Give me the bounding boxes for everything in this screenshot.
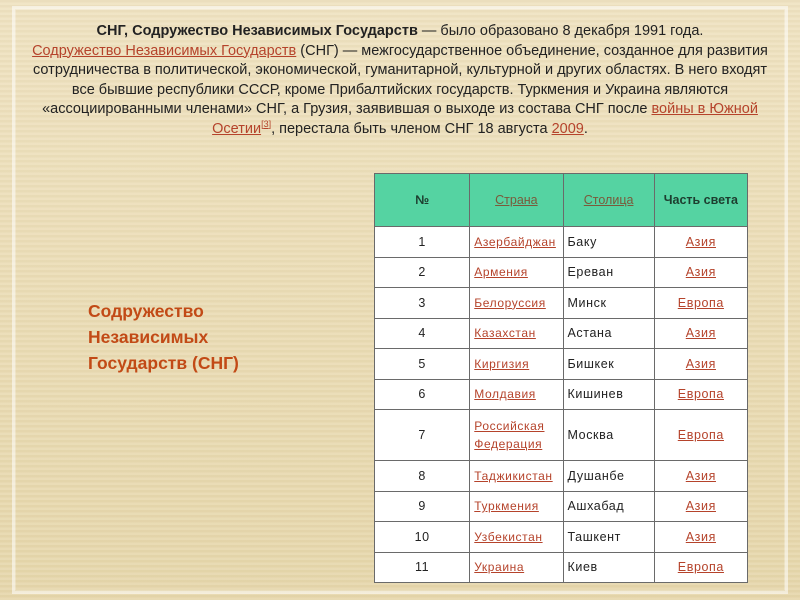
- table-row: [375, 318, 748, 349]
- row-number: 4: [375, 318, 470, 349]
- row-number: 3: [375, 288, 470, 319]
- row-country-cell: [470, 461, 563, 492]
- country-link[interactable]: Узбекистан: [474, 529, 543, 544]
- country-link[interactable]: Молдавия: [474, 387, 536, 402]
- country-link[interactable]: Армения: [474, 265, 528, 280]
- row-country-cell: [470, 227, 563, 258]
- header-number: №: [375, 174, 470, 227]
- table-row: [375, 349, 748, 380]
- row-part-cell: [654, 552, 747, 583]
- intro-text-1: (СНГ) — межгосударственное объединение, созданное для развития сотрудничества в политической, экономической, гуманитарной, культурной и других областях. В него входят все бывшие республики СССР, кроме Прибалтийских государств. Туркмения и Украина являются «ассоциированными членами» СНГ, а Грузия, заявившая о выходе из состава СНГ после: [33, 42, 768, 117]
- row-country-cell: [470, 410, 563, 461]
- intro-lead-rest: — было образовано 8 декабря 1991 года.: [417, 23, 704, 39]
- part-of-world-link[interactable]: Азия: [685, 234, 716, 249]
- row-country-cell: [470, 379, 563, 410]
- row-capital: Душанбе: [563, 461, 654, 492]
- cis-link[interactable]: Содружество Независимых Государств: [32, 42, 297, 59]
- row-number: 11: [375, 552, 470, 583]
- intro-text-2: , перестала быть членом СНГ 18 августа: [271, 120, 552, 137]
- table-row: [375, 410, 748, 461]
- row-part-cell: [654, 257, 747, 288]
- south-ossetia-war-link[interactable]: войны в Южной Осетии: [212, 101, 758, 137]
- row-capital: Москва: [563, 410, 654, 461]
- row-part-cell: [654, 379, 747, 410]
- table-row: [375, 288, 748, 319]
- table-row: [375, 379, 748, 410]
- country-link[interactable]: Казахстан: [474, 326, 536, 341]
- part-of-world-link[interactable]: Азия: [685, 468, 716, 483]
- part-of-world-link[interactable]: Европа: [677, 560, 724, 575]
- side-title: Содружество Независимых Государств (СНГ): [88, 301, 239, 373]
- row-capital: Астана: [563, 318, 654, 349]
- header-part-of-world: Часть света: [654, 174, 747, 227]
- row-country-cell: [470, 522, 563, 553]
- header-country[interactable]: [470, 174, 563, 227]
- row-capital: Ташкент: [563, 522, 654, 553]
- part-of-world-link[interactable]: Европа: [677, 428, 724, 442]
- row-number: 10: [375, 522, 470, 553]
- country-link[interactable]: Украина: [474, 560, 525, 575]
- country-link[interactable]: Российская Федерация: [474, 419, 545, 451]
- footnote-link[interactable]: [3]: [261, 118, 272, 129]
- country-link[interactable]: Киргизия: [474, 356, 530, 371]
- year-2009-link[interactable]: 2009: [551, 120, 584, 137]
- table-row: [375, 491, 748, 522]
- part-of-world-link[interactable]: Азия: [685, 356, 716, 371]
- part-of-world-link[interactable]: Азия: [685, 265, 716, 280]
- row-country-cell: [470, 552, 563, 583]
- country-link[interactable]: Таджикистан: [474, 468, 553, 483]
- part-of-world-link[interactable]: Азия: [685, 499, 716, 514]
- intro-paragraph: [28, 22, 772, 139]
- row-capital: Кишинев: [563, 379, 654, 410]
- table-row: [375, 522, 748, 553]
- row-country-cell: [470, 257, 563, 288]
- table-header-row: [375, 174, 748, 227]
- row-country-cell: [470, 288, 563, 319]
- row-country-cell: [470, 318, 563, 349]
- row-country-cell: [470, 491, 563, 522]
- country-link[interactable]: Туркмения: [474, 499, 539, 514]
- header-country-label[interactable]: Страна: [495, 193, 538, 207]
- part-of-world-link[interactable]: Европа: [677, 295, 724, 310]
- header-capital[interactable]: [563, 174, 654, 227]
- row-capital: Бишкек: [563, 349, 654, 380]
- row-part-cell: [654, 491, 747, 522]
- row-number: 9: [375, 491, 470, 522]
- table-row: [375, 257, 748, 288]
- row-part-cell: [654, 288, 747, 319]
- row-part-cell: [654, 349, 747, 380]
- table-row: [375, 552, 748, 583]
- row-part-cell: [654, 522, 747, 553]
- country-link[interactable]: Белоруссия: [474, 295, 546, 310]
- part-of-world-link[interactable]: Азия: [685, 529, 716, 544]
- row-number: 8: [375, 461, 470, 492]
- country-link[interactable]: Азербайджан: [474, 234, 556, 249]
- row-part-cell: [654, 227, 747, 258]
- row-part-cell: [654, 318, 747, 349]
- row-part-cell: [654, 461, 747, 492]
- row-number: 6: [375, 379, 470, 410]
- part-of-world-link[interactable]: Европа: [677, 387, 724, 402]
- part-of-world-link[interactable]: Азия: [685, 326, 716, 341]
- row-capital: Ереван: [563, 257, 654, 288]
- row-capital: Ашхабад: [563, 491, 654, 522]
- row-country-cell: [470, 349, 563, 380]
- row-capital: Баку: [563, 227, 654, 258]
- table-row: [375, 461, 748, 492]
- row-number: 1: [375, 227, 470, 258]
- header-capital-label[interactable]: Столица: [583, 193, 634, 207]
- row-number: 2: [375, 257, 470, 288]
- row-part-cell: [654, 410, 747, 461]
- table-body: [375, 227, 748, 583]
- table-row: [375, 227, 748, 258]
- row-capital: Киев: [563, 552, 654, 583]
- row-number: 5: [375, 349, 470, 380]
- cis-countries-table: [374, 173, 748, 583]
- row-number: 7: [375, 410, 470, 461]
- intro-lead-bold: СНГ, Содружество Независимых Государств: [96, 23, 418, 39]
- row-capital: Минск: [563, 288, 654, 319]
- intro-text-end: .: [583, 120, 588, 137]
